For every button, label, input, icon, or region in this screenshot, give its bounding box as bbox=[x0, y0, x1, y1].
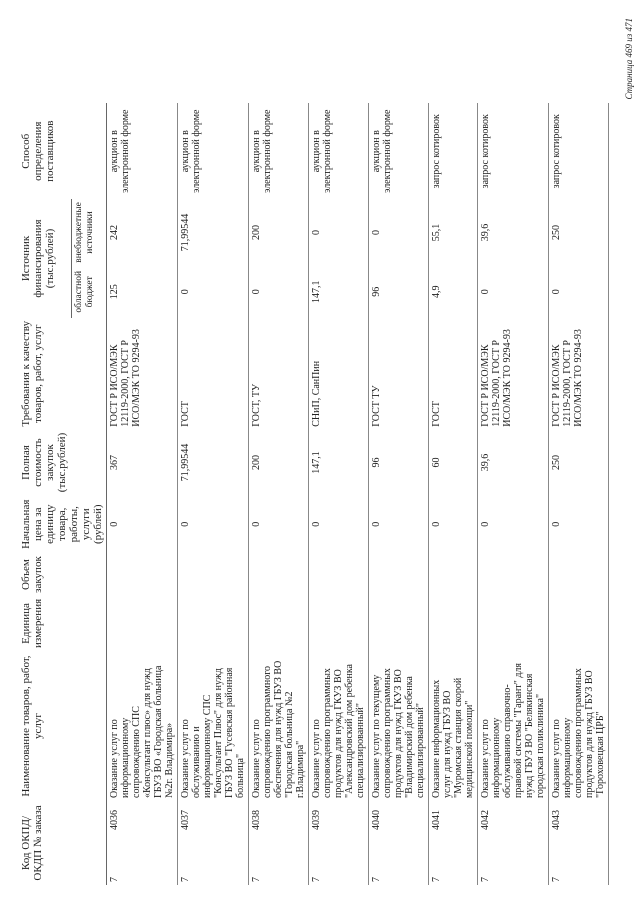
row-unit bbox=[478, 596, 549, 651]
row-code: 7 bbox=[369, 833, 429, 885]
row-total: 71,99544 bbox=[178, 430, 249, 495]
row-extrabudget: 0 bbox=[369, 199, 429, 266]
header-total: Полная стоимость закупок (тыс.рублей) bbox=[18, 430, 107, 495]
row-requirements: ГОСТ ТУ bbox=[369, 318, 429, 430]
row-code: 7 bbox=[178, 833, 249, 885]
row-method: аукцион в электронной форме bbox=[107, 103, 178, 199]
row-price: 0 bbox=[309, 495, 369, 553]
row-volume bbox=[249, 553, 309, 596]
row-method: запрос котировок bbox=[429, 103, 478, 199]
row-price: 0 bbox=[107, 495, 178, 553]
table-header bbox=[18, 103, 107, 885]
row-volume bbox=[549, 553, 609, 596]
row-regional: 0 bbox=[249, 266, 309, 318]
row-total: 96 bbox=[369, 430, 429, 495]
header-name: Наименование товаров, работ, услуг bbox=[18, 651, 107, 801]
row-unit bbox=[178, 596, 249, 651]
row-requirements: ГОСТ bbox=[429, 318, 478, 430]
row-unit bbox=[549, 596, 609, 651]
page-number: Страница 469 из 471 bbox=[624, 18, 634, 100]
table-row bbox=[107, 103, 178, 885]
row-total: 367 bbox=[107, 430, 178, 495]
row-volume bbox=[107, 553, 178, 596]
row-price: 0 bbox=[249, 495, 309, 553]
row-price: 0 bbox=[549, 495, 609, 553]
header-requirements: Требования к качеству товаров, работ, услуг bbox=[18, 318, 107, 430]
row-volume bbox=[178, 553, 249, 596]
header-volume: Объем закупок bbox=[18, 553, 107, 596]
row-total: 60 bbox=[429, 430, 478, 495]
row-regional: 0 bbox=[178, 266, 249, 318]
row-number: 4041 bbox=[429, 801, 478, 833]
row-name: Оказание информационных услуг для нужд ГБУЗ ВО "Муромская станция скорой медицинской помощи" bbox=[429, 651, 478, 801]
header-funding-regional: областной бюджет bbox=[72, 266, 107, 318]
header-unit: Единица измерения bbox=[18, 596, 107, 651]
row-requirements: ГОСТ Р ИСО/МЭК 12119-2000, ГОСТ Р ИСО/МЭК ТО 9294-93 bbox=[549, 318, 609, 430]
row-regional: 96 bbox=[369, 266, 429, 318]
row-method: аукцион в электронной форме bbox=[369, 103, 429, 199]
table-row bbox=[478, 103, 549, 885]
row-regional: 147,1 bbox=[309, 266, 369, 318]
row-total: 250 bbox=[549, 430, 609, 495]
table-body bbox=[107, 103, 609, 885]
row-price: 0 bbox=[178, 495, 249, 553]
row-regional: 4,9 bbox=[429, 266, 478, 318]
row-unit bbox=[429, 596, 478, 651]
row-price: 0 bbox=[478, 495, 549, 553]
row-unit bbox=[249, 596, 309, 651]
row-regional: 0 bbox=[549, 266, 609, 318]
row-extrabudget: 71,99544 bbox=[178, 199, 249, 266]
row-method: аукцион в электронной форме bbox=[178, 103, 249, 199]
row-name: Оказание услуг по информационному обслуживанию справочно-правовой системы "Гарант" для нужд ГБУЗ ВО "Белякинская городская поликлиника" bbox=[478, 651, 549, 801]
row-total: 39,6 bbox=[478, 430, 549, 495]
header-funding: Источник финансирования (тыс.рублей) bbox=[18, 199, 72, 318]
row-extrabudget: 250 bbox=[549, 199, 609, 266]
row-volume bbox=[309, 553, 369, 596]
row-regional: 125 bbox=[107, 266, 178, 318]
row-name: Оказание услуг по текущему сопровождению программных продуктов для нужд ГКУЗ ВО "Владимирский дом ребенка специализированный" bbox=[369, 651, 429, 801]
row-number: 4042 bbox=[478, 801, 549, 833]
row-number: 4043 bbox=[549, 801, 609, 833]
header-price: Начальная цена за единицу товара, работы, услуги (рублей) bbox=[18, 495, 107, 553]
table-row bbox=[369, 103, 429, 885]
row-extrabudget: 242 bbox=[107, 199, 178, 266]
row-requirements: СНиП, СанПин bbox=[309, 318, 369, 430]
row-number: 4039 bbox=[309, 801, 369, 833]
row-code: 7 bbox=[249, 833, 309, 885]
row-price: 0 bbox=[429, 495, 478, 553]
table-row bbox=[178, 103, 249, 885]
table-row bbox=[549, 103, 609, 885]
row-requirements: ГОСТ bbox=[178, 318, 249, 430]
row-number: 4038 bbox=[249, 801, 309, 833]
row-name: Оказание услуг по обслуживанию и информационному СПС "Консультант Плюс" для нужд ГБУЗ ВО "Гусевская районная больница" bbox=[178, 651, 249, 801]
row-requirements: ГОСТ, ТУ bbox=[249, 318, 309, 430]
row-volume bbox=[429, 553, 478, 596]
row-code: 7 bbox=[429, 833, 478, 885]
row-method: аукцион в электронной форме bbox=[249, 103, 309, 199]
row-requirements: ГОСТ Р ИСО/МЭК 12119-2000, ГОСТ Р ИСО/МЭК ТО 9294-93 bbox=[107, 318, 178, 430]
row-code: 7 bbox=[309, 833, 369, 885]
row-extrabudget: 55,1 bbox=[429, 199, 478, 266]
row-total: 147,1 bbox=[309, 430, 369, 495]
row-code: 7 bbox=[478, 833, 549, 885]
row-volume bbox=[369, 553, 429, 596]
row-extrabudget: 39,6 bbox=[478, 199, 549, 266]
row-code: 7 bbox=[549, 833, 609, 885]
row-number: 4036 bbox=[107, 801, 178, 833]
procurement-table bbox=[18, 103, 609, 885]
row-name: Оказание услуг по информационному сопровождению СПС «Консультант плюс» для нужд ГБУЗ ВО «Городская больница №2г. Владимира» bbox=[107, 651, 178, 801]
row-code: 7 bbox=[107, 833, 178, 885]
row-price: 0 bbox=[369, 495, 429, 553]
row-unit bbox=[309, 596, 369, 651]
row-requirements: ГОСТ Р ИСО/МЭК 12119-2000, ГОСТ Р ИСО/МЭК ТО 9294-93 bbox=[478, 318, 549, 430]
row-name: Оказание услуг по информационному сопровождению программных продуктов для нужд ГБУЗ ВО "Гороховецкая ЦРБ" bbox=[549, 651, 609, 801]
row-number: 4037 bbox=[178, 801, 249, 833]
header-funding-extrabudget: внебюджетные источники bbox=[72, 199, 107, 266]
row-regional: 0 bbox=[478, 266, 549, 318]
row-unit bbox=[369, 596, 429, 651]
row-extrabudget: 0 bbox=[309, 199, 369, 266]
header-method: Способ определения поставщиков bbox=[18, 103, 107, 199]
row-extrabudget: 200 bbox=[249, 199, 309, 266]
table-row bbox=[309, 103, 369, 885]
row-unit bbox=[107, 596, 178, 651]
table-row bbox=[249, 103, 309, 885]
row-name: Оказание услуг по сопровождению программных продуктов для нужд ГКУЗ ВО "Александровский дом ребенка специализированный" bbox=[309, 651, 369, 801]
header-code: Код ОКПД/ ОКДП № заказа bbox=[18, 801, 107, 885]
row-method: аукцион в электронной форме bbox=[309, 103, 369, 199]
row-total: 200 bbox=[249, 430, 309, 495]
row-method: запрос котировок bbox=[478, 103, 549, 199]
row-volume bbox=[478, 553, 549, 596]
row-method: запрос котировок bbox=[549, 103, 609, 199]
table-row bbox=[429, 103, 478, 885]
row-name: Оказание услуг по сопровождению программного обеспечения для нужд ГБУЗ ВО "Городская больница №2 г.Владимира" bbox=[249, 651, 309, 801]
row-number: 4040 bbox=[369, 801, 429, 833]
